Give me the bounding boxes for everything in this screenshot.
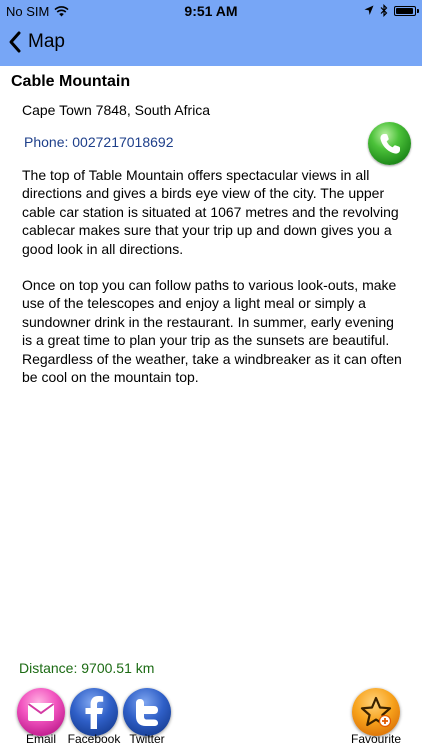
chevron-left-icon (8, 30, 22, 54)
phone-link[interactable]: Phone: 0027217018692 (24, 134, 174, 150)
carrier-label: No SIM (6, 4, 50, 19)
facebook-icon (83, 695, 105, 729)
twitter-icon (134, 697, 160, 727)
battery-icon (394, 6, 416, 16)
phone-icon (377, 131, 403, 157)
status-time: 9:51 AM (184, 3, 238, 19)
envelope-icon (27, 702, 55, 722)
favourite-button[interactable] (352, 688, 400, 736)
distance-label: Distance: 9700.51 km (19, 660, 155, 676)
facebook-label: Facebook (67, 732, 121, 746)
star-icon (359, 695, 393, 729)
status-right (364, 4, 416, 17)
description-paragraph: The top of Table Mountain offers spectacular views in all directions and gives a birds eye view of the city. The upper cable car station is situated at 1067 metres and the revolving cablecar makes sure that your trip up and down gives you a good look in all directions. (22, 167, 399, 257)
call-button[interactable] (368, 122, 411, 165)
status-bar (0, 0, 422, 22)
place-description (22, 166, 407, 404)
twitter-label: Twitter (129, 732, 165, 746)
place-title: Cable Mountain (11, 73, 131, 90)
nav-bar (0, 22, 422, 66)
back-label: Map (28, 31, 65, 52)
facebook-button[interactable] (70, 688, 118, 736)
email-button[interactable] (17, 688, 65, 736)
favourite-label: Favourite (350, 732, 402, 746)
battery-fill (396, 8, 413, 14)
twitter-button[interactable] (123, 688, 171, 736)
back-button[interactable] (8, 30, 65, 54)
location-arrow-icon (364, 5, 374, 16)
description-paragraph: Once on top you can follow paths to various look-outs, make use of the telescopes and enjoy a light meal or simply a sundowner drink in the restaurant. In summer, early evening is a great time to plan your trip as the sunsets are beautiful. Regardless of the weather, take a windbreaker as it can often be cool on the mountain top. (22, 277, 402, 386)
bluetooth-icon (380, 4, 388, 17)
place-address: Cape Town 7848, South Africa (22, 102, 211, 118)
email-label: Email (25, 732, 56, 746)
